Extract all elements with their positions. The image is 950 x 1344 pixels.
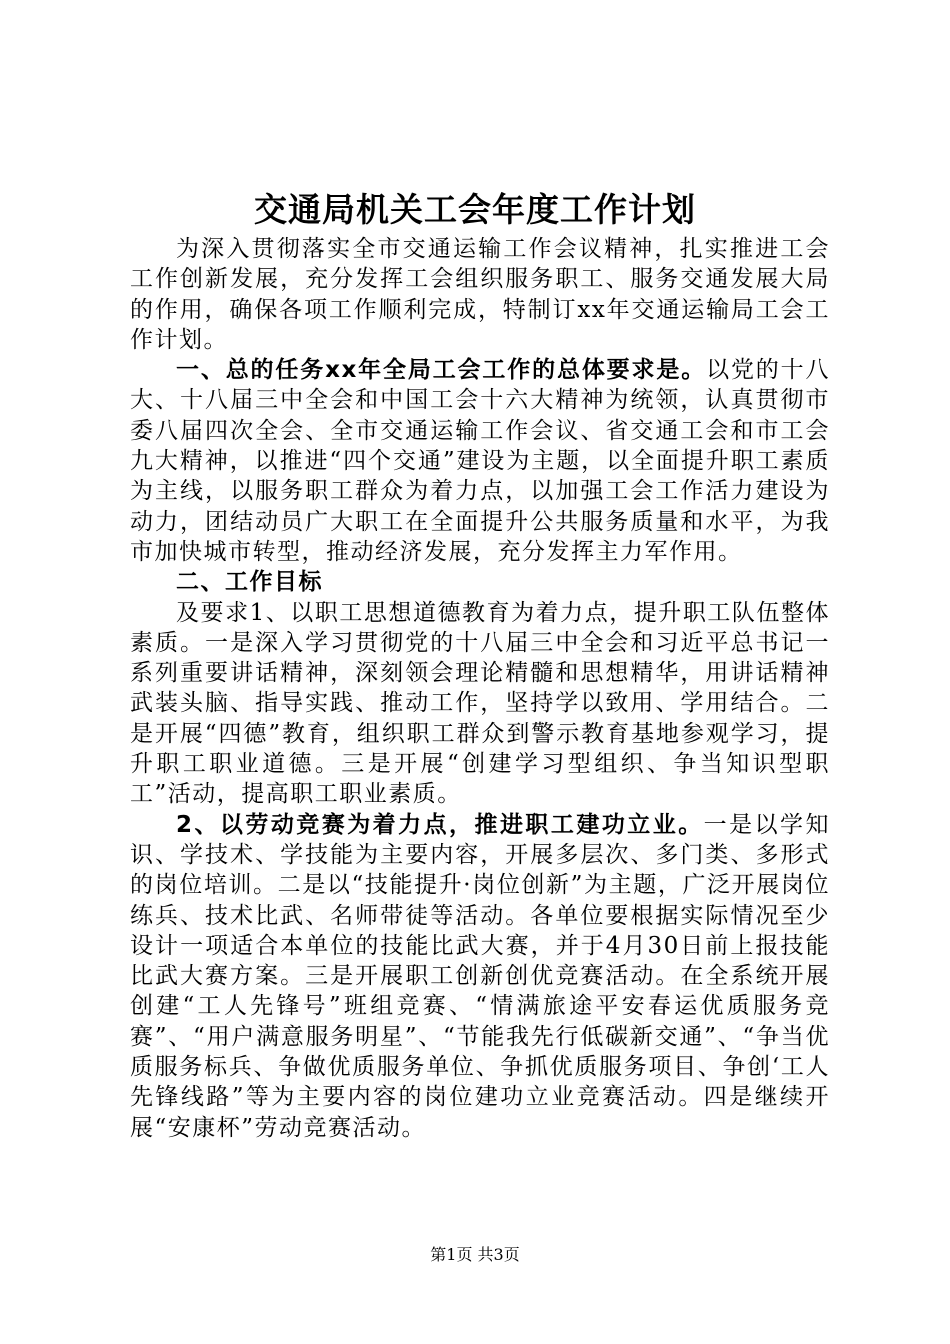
document-body	[130, 234, 830, 1143]
section-2-heading-paragraph	[130, 567, 830, 597]
section-2-item-2-heading: 2、以劳动竞赛为着力点，推进职工建功立业。	[176, 811, 704, 838]
section-2-paragraph-1: 及要求1、以职工思想道德教育为着力点，提升职工队伍整体素质。一是深入学习贯彻党的十八届三中全会和习近平总书记一系列重要讲话精神，深刻领会理论精髓和思想精华，用讲话精神武装头脑、指导实践、推动工作，坚持学以致用、学用结合。二是开展“四德”教育，组织职工群众到警示教育基地参观学习，提升职工职业道德。三是开展“创建学习型组织、争当知识型职工”活动，提高职工职业素质。	[130, 599, 830, 808]
section-1-paragraph	[130, 355, 830, 567]
section-2-heading: 二、工作目标	[176, 569, 323, 596]
document-title: 交通局机关工会年度工作计划	[254, 190, 696, 229]
section-2-item-2-body: 一是以学知识、学技术、学技能为主要内容，开展多层次、多门类、多形式的岗位培训。二是以“技能提升·岗位创新”为主题，广泛开展岗位练兵、技术比武、名师带徒等活动。各单位要根据实际情况至少设计一项适合本单位的技能比武大赛，并于4月30日前上报技能比武大赛方案。三是开展职工创新创优竞赛活动。在全系统开展创建“工人先锋号”班组竞赛、“情满旅途平安春运优质服务竞赛”、“用户满意服务明星”、“节能我先行低碳新交通”、“争当优质服务标兵、争做优质服务单位、争抓优质服务项目、争创‘工人先锋线路”等为主要内容的岗位建功立业竞赛活动。四是继续开展“安康杯”劳动竞赛活动。	[130, 811, 830, 1141]
section-2-item-2-paragraph	[130, 810, 830, 1143]
page-footer: 第1页 共3页	[430, 1245, 520, 1264]
section-1-heading: 一、总的任务xx年全局工会工作的总体要求是。	[176, 357, 707, 384]
intro-paragraph: 为深入贯彻落实全市交通运输工作会议精神，扎实推进工会工作创新发展，充分发挥工会组织服务职工、服务交通发展大局的作用，确保各项工作顺利完成，特制订xx年交通运输局工会工作计划。	[130, 236, 830, 353]
section-1-body: 以党的十八大、十八届三中全会和中国工会十六大精神为统领，认真贯彻市委八届四次全会、全市交通运输工作会议、省交通工会和市工会九大精神，以推进“四个交通”建设为主题，以全面提升职工素质为主线，以服务职工群众为着力点，以加强工会工作活力建设为动力，团结动员广大职工在全面提升公共服务质量和水平，为我市加快城市转型，推动经济发展，充分发挥主力军作用。	[130, 357, 831, 565]
